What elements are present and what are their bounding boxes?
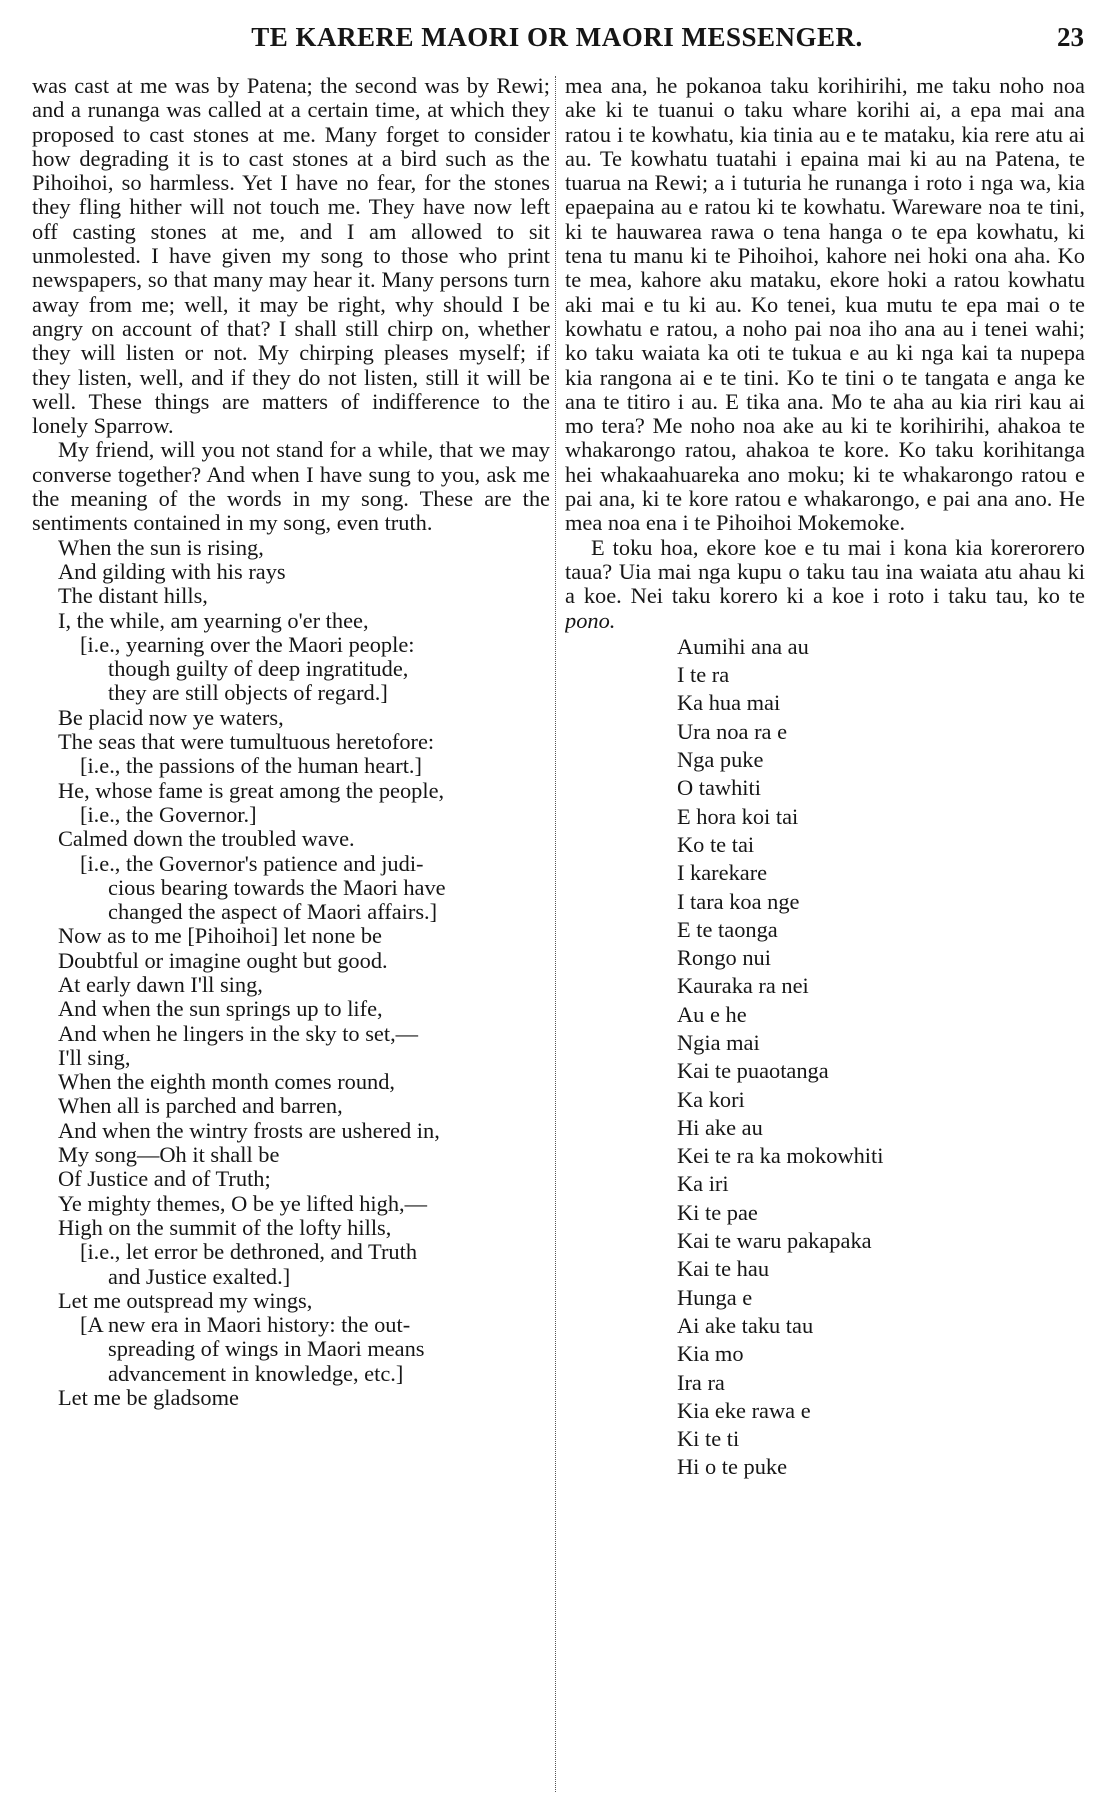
english-verse-line: cious bearing towards the Maori have bbox=[108, 874, 446, 900]
english-verse-line: The seas that were tumultuous heretofore: bbox=[58, 729, 435, 755]
maori-verse-line: Nga puke bbox=[677, 747, 764, 773]
english-verse-line: Calmed down the troubled wave. bbox=[58, 826, 355, 852]
maori-verse-line: Kei te ra ka mokowhiti bbox=[677, 1143, 884, 1169]
maori-verse-line: E te taonga bbox=[677, 916, 778, 942]
page-header bbox=[24, 18, 1090, 58]
english-verse-line: High on the summit of the lofty hills, bbox=[58, 1214, 392, 1240]
maori-verse-line: I te ra bbox=[677, 662, 730, 688]
english-verse-line: And when the wintry frosts are ushered in, bbox=[58, 1117, 440, 1143]
maori-verse-line: Kai te waru pakapaka bbox=[677, 1228, 872, 1254]
maori-verse-line: E hora koi tai bbox=[677, 803, 799, 829]
english-verse-line: advancement in knowledge, etc.] bbox=[108, 1360, 404, 1386]
english-verse-line: My song—Oh it shall be bbox=[58, 1142, 280, 1168]
english-verse-line: [i.e., yearning over the Maori people: bbox=[80, 631, 415, 657]
english-paragraph-2: My friend, will you not stand for a while, that we may converse together? And when I have sung to you, ask me the meaning of the words in my song. These are the sentiments contained in my song, even truth. bbox=[32, 437, 550, 536]
english-verse-line: And gilding with his rays bbox=[58, 558, 286, 584]
maori-verse-line: Ai ake taku tau bbox=[677, 1312, 814, 1338]
english-verse-line: I'll sing, bbox=[58, 1044, 131, 1070]
maori-verse-line: Ura noa ra e bbox=[677, 718, 788, 744]
english-verse-line: When the eighth month comes round, bbox=[58, 1069, 396, 1095]
english-verse-line: I, the while, am yearning o'er thee, bbox=[58, 607, 369, 633]
english-verse-line: The distant hills, bbox=[58, 583, 208, 609]
english-verse-line: they are still objects of regard.] bbox=[108, 680, 388, 706]
english-verse-line: [i.e., the Governor's patience and judi- bbox=[80, 850, 424, 876]
maori-verse-line: Rongo nui bbox=[677, 945, 771, 971]
maori-verse-line: Kia eke rawa e bbox=[677, 1397, 811, 1423]
maori-verse-line: Kai te hau bbox=[677, 1256, 770, 1282]
maori-verse-line: Ki te ti bbox=[677, 1426, 740, 1452]
maori-verse-line: I tara koa nge bbox=[677, 888, 800, 914]
newspaper-title: TE KARERE MAORI OR MAORI MESSENGER. bbox=[251, 22, 863, 52]
maori-verse-line: Ki te pae bbox=[677, 1199, 758, 1225]
english-verse-line: [A new era in Maori history: the out- bbox=[80, 1312, 411, 1338]
maori-verse-line: O tawhiti bbox=[677, 775, 761, 801]
maori-verse-line: Hunga e bbox=[677, 1284, 753, 1310]
english-verse-line: spreading of wings in Maori means bbox=[108, 1336, 425, 1362]
maori-verse-line: I karekare bbox=[677, 860, 768, 886]
english-verse-line: Doubtful or imagine ought but good. bbox=[58, 947, 388, 973]
english-verse-line: And when he lingers in the sky to set,— bbox=[58, 1020, 419, 1046]
english-verse-line: [i.e., the Governor.] bbox=[80, 801, 257, 827]
maori-verse-line: Ka hua mai bbox=[677, 690, 781, 716]
english-paragraph-1: was cast at me was by Patena; the second was by Rewi; and a runanga was called at a certain time, at which they proposed to cast stones at me. Many forget to consider how degrading it is to cast stones at a bird such as the Pihoihoi, so harmless. Yet I have no fear, for the stones they fling hither will not touch me. They have now left off casting stones at me, and I am allowed to sit unmolested. I have given my song to those who print newspapers, so that many may hear it. Many persons turn away from me; well, it may be right, why should I be angry on account of that? I shall still chirp on, whether they will listen or not. My chirping pleases myself; if they listen, well, and if they do not listen, still it will be well. These things are matters of indifference to the lonely Sparrow. bbox=[32, 74, 550, 439]
english-verse-line: Ye mighty themes, O be ye lifted high,— bbox=[58, 1190, 427, 1216]
maori-verse-line: Ira ra bbox=[677, 1369, 725, 1395]
maori-paragraph-2-emphasis: pono. bbox=[565, 607, 616, 633]
english-verse-line: Let me be gladsome bbox=[58, 1385, 239, 1411]
english-verse-line: Now as to me [Pihoihoi] let none be bbox=[58, 923, 382, 949]
column-divider bbox=[555, 76, 556, 1792]
maori-paragraph-2 bbox=[565, 536, 1085, 633]
maori-verse-line: Kia mo bbox=[677, 1341, 744, 1367]
english-verse-line: changed the aspect of Maori affairs.] bbox=[108, 899, 438, 925]
english-verse-line: And when the sun springs up to life, bbox=[58, 996, 383, 1022]
english-column bbox=[32, 74, 550, 1794]
maori-verse bbox=[565, 633, 1085, 1482]
english-verse-line: though guilty of deep ingratitude, bbox=[108, 656, 409, 682]
english-verse-line: [i.e., the passions of the human heart.] bbox=[80, 753, 422, 779]
english-verse-line: Be placid now ye waters, bbox=[58, 704, 284, 730]
english-verse-line: When the sun is rising, bbox=[58, 534, 264, 560]
maori-verse-line: Ko te tai bbox=[677, 831, 755, 857]
maori-verse-line: Aumihi ana au bbox=[677, 633, 809, 659]
english-verse-line: At early dawn I'll sing, bbox=[58, 971, 263, 997]
maori-column bbox=[565, 74, 1085, 1794]
maori-verse-line: Au e he bbox=[677, 1001, 747, 1027]
maori-verse-line: Ngia mai bbox=[677, 1029, 760, 1055]
maori-paragraph-2-text: E toku hoa, ekore koe e tu mai i kona kia korerorero taua? Uia mai nga kupu o taku tau ina waiata atu ahau ki a koe. Nei taku korero ki a koe i roto i taku tau, ko te bbox=[565, 534, 1085, 609]
maori-paragraph-1: mea ana, he pokanoa taku korihirihi, me taku noho noa ake ki te tuanui o taku whare korihi ai, a epa mai ana ratou i te kowhatu, kia tinia au e te mataku, kia rere atu ai au. Te kowhatu tuatahi i epaina mai ki au na Patena, te tuarua na Rewi; a i tuturia he runanga i roto i nga wa, kia epaepaina au e ratou ki te kowhatu. Wareware noa te tini, ki te hauwarea rawa o tena hanga o te epa kowhatu, ki tena tu manu ki te Pihoihoi, kahore nei hoki ona aha. Ko te mea, kahore aku mataku, ekore hoki a ratou kowhatu aki mai e tu ki au. Ko tenei, kua mutu te epa mai o te kowhatu e ratou, a noho pai noa iho ana au i tenei wahi; ko taku waiata ka oti te tukua e au ki nga kai ta nupepa kia rangona ai e te tini. Ko te tini o te tangata e anga ke ana te titiro i au. E tika ana. Mo te aha au kia riri kau ai mo tera? Me noho noa ake au ki te korihirihi, ahakoa te whakarongo ratou, ahakoa te kore. Ko taku korihitanga hei whakaahuareka ano moku; ki te whakarongo ratou e pai ana, ki te kore ratou e whakarongo, e pai ana ano. He mea noa ena i te Pihoihoi Mokemoke. bbox=[565, 74, 1085, 536]
maori-verse-line: Kauraka ra nei bbox=[677, 973, 809, 999]
english-verse bbox=[32, 536, 550, 1411]
english-verse-line: When all is parched and barren, bbox=[58, 1093, 343, 1119]
maori-verse-line: Ka iri bbox=[677, 1171, 729, 1197]
english-verse-line: Let me outspread my wings, bbox=[58, 1287, 313, 1313]
maori-verse-line: Hi o te puke bbox=[677, 1454, 788, 1480]
english-verse-line: and Justice exalted.] bbox=[108, 1263, 291, 1289]
maori-verse-line: Hi ake au bbox=[677, 1114, 763, 1140]
page-number: 23 bbox=[1057, 22, 1084, 52]
english-verse-line: [i.e., let error be dethroned, and Truth bbox=[80, 1239, 418, 1265]
maori-verse-line: Kai te puaotanga bbox=[677, 1058, 829, 1084]
maori-verse-line: Ka kori bbox=[677, 1086, 745, 1112]
english-verse-line: Of Justice and of Truth; bbox=[58, 1166, 271, 1192]
english-verse-line: He, whose fame is great among the people, bbox=[58, 777, 445, 803]
